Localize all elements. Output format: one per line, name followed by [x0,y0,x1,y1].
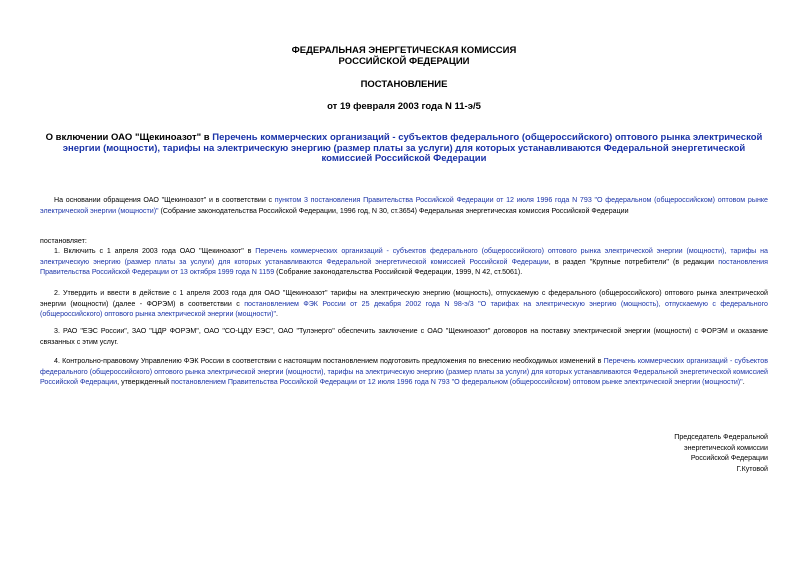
item-1-text-2: , в раздел "Крупные потребители" (в редакции [548,257,719,266]
signature-line-4: Г.Кутовой [736,464,768,473]
item-4-paragraph [40,356,768,388]
document-type: ПОСТАНОВЛЕНИЕ [360,79,448,90]
subject-prefix: О включении ОАО "Щекиноазот" в [45,132,213,143]
document-date: от 19 февраля 2003 года N 11-э/5 [327,101,481,112]
document-subject [40,133,768,165]
issuer-header [40,45,768,67]
item-4-text-2: , утвержденный [117,378,172,387]
subject-link[interactable]: Перечень коммерческих организаций - субъектов федерального (общероссийского) оптового рынка электрической энергии (мощности), тарифы на электрическую энергию (размер платы за услуги) для которых устанавливаются Федеральной энергетической комиссией Российской Федерации [62,132,763,164]
preamble-paragraph [40,195,768,216]
item-3-paragraph [40,326,768,347]
item-1-link-2[interactable]: постановления Правительства Российской Федерации от 13 октября 1999 года N 1159 [40,257,768,277]
signature-line-1: Председатель Федеральной [674,433,768,441]
preamble-link[interactable]: пунктом 3 постановления Правительства Российской Федерации от 12 июля 1996 года N 793 "О федеральном (общероссийском) оптовом рынке электрической энергии (мощности)" [40,196,768,215]
item-1-text-1: 1. Включить с 1 апреля 2003 года ОАО "Щекиноазот" в [54,247,256,255]
item-2-text-2: . [275,310,278,319]
signature-line-3: Российской Федерации [690,454,768,463]
item-2-paragraph [40,288,768,320]
issuer-line-1: ФЕДЕРАЛЬНАЯ ЭНЕРГЕТИЧЕСКАЯ КОМИССИЯ [291,45,517,56]
resolves-label: постановляет: [40,237,87,245]
item-4-text-1: 4. Контрольно-правовому Управлению ФЭК России в соответствии с настоящим постановлением подготовить предложения по внесению необходимых изменений в [54,357,604,365]
signature-line-2: энергетической комиссии [683,443,768,452]
item-1-text-3: (Собрание законодательства Российской Федерации, 1999, N 42, ст.5061). [274,268,523,277]
issuer-line-2: РОССИЙСКОЙ ФЕДЕРАЦИИ [338,56,470,67]
item-4-link-2[interactable]: постановлением Правительства Российской Федерации от 12 июля 1996 года N 793 "О федеральном (общероссийском) оптовом рынке электрической энергии (мощности)" [171,378,743,387]
preamble-text-1: На основании обращения ОАО "Щекиноазот" и в соответствии с [54,196,275,204]
item-4-link-1[interactable]: Перечень коммерческих организаций - субъектов федерального (общероссийского) оптового рынка электрической энергии (мощности), тарифы на электрическую энергию (размер платы за услуги) для которых устанавливаются Федеральной энергетической комиссией Российской Федерации [40,357,768,387]
preamble-text-2: (Собрание законодательства Российской Федерации, 1996 год, N 30, ст.3654) Федеральная энергетическая комиссия Российской Федерации [158,206,629,215]
item-2-link[interactable]: постановлением ФЭК России от 25 декабря 2002 года N 98-э/3 "О тарифах на электрическую энергию (мощность), отпускаемую с федерального (общероссийского) оптового рынка электрической энергии (мощности)" [40,299,768,319]
item-1-paragraph [40,246,768,278]
item-4-text-3: . [742,378,745,387]
item-2-text-1: 2. Утвердить и ввести в действие с 1 апреля 2003 года для ОАО "Щекиноазот" тарифы на электрическую энергию (мощность), отпускаемую с федерального (общероссийского) оптового рынка электрической энергии (мощности) (далее - ФОРЭМ) в соответствии с [40,289,768,308]
item-1-link-1[interactable]: Перечень коммерческих организаций - субъектов федерального (общероссийского) оптового рынка электрической энергии (мощности), тарифы на электрическую энергию (размер платы за услуги) для которых устанавливаются Федеральной энергетической комиссией Российской Федерации [40,247,769,266]
signature-block [568,432,768,474]
item-3-text: 3. РАО "ЕЭС России", ЗАО "ЦДР ФОРЭМ", ОАО "СО-ЦДУ ЕЭС", ОАО "Тулэнерго" обеспечить заключение с ОАО "Щекиноазот" договоров на поставку электрической энергии (мощности) с ФОРЭМ и оказание связанных с этим услуг. [40,327,768,346]
